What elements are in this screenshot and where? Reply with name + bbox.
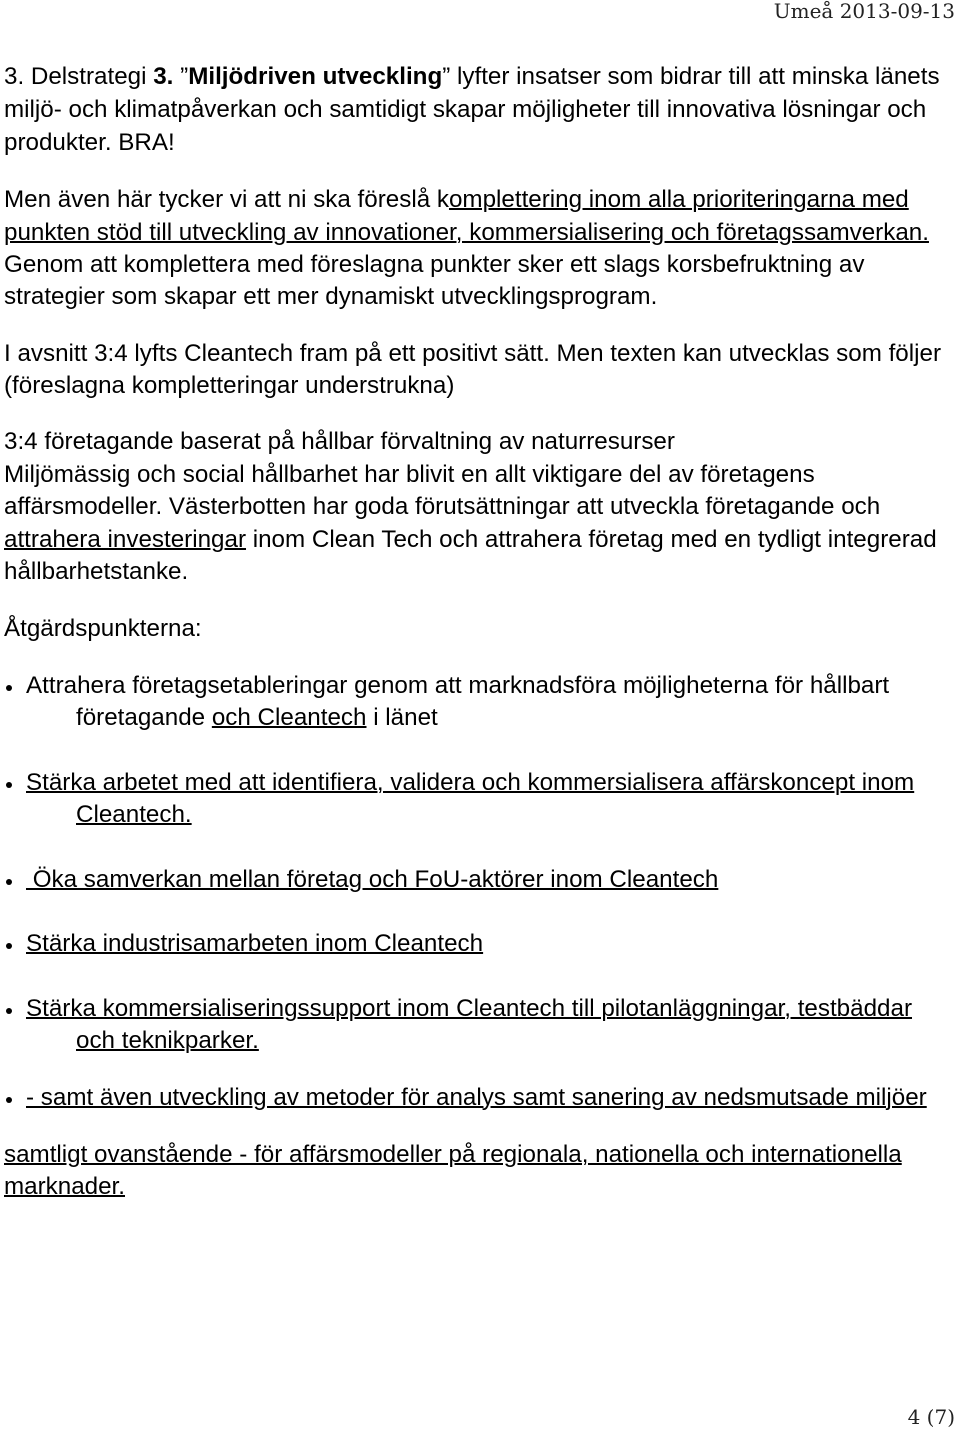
- intro-line: [4, 127, 175, 160]
- action-item-text: Attrahera företagsetableringar genom att marknadsföra möjligheterna för hållbart: [26, 672, 890, 699]
- action-item-line: [26, 993, 912, 1026]
- action-item-line: [76, 1025, 259, 1058]
- cleantech-note-text: I avsnitt 3:4 lyfts Cleantech fram på ett positivt sätt. Men texten kan utvecklas som följer: [4, 340, 942, 367]
- section-text: inom Clean Tech och attrahera företag med en tydligt integrerad: [246, 526, 937, 553]
- bullet-icon: [6, 943, 12, 949]
- action-item-text: i länet: [366, 704, 438, 731]
- closing-underlined-text: marknader.: [4, 1173, 125, 1200]
- proposal-text: Men även här tycker vi att ni ska föreslå k: [4, 186, 449, 213]
- page-number: 4 (7): [907, 1405, 955, 1429]
- bullet-icon: [6, 782, 12, 788]
- action-item-line: [26, 767, 914, 800]
- intro-line: [4, 61, 940, 94]
- proposal-underlined-text: punkten stöd till utveckling av innovationer, kommersialisering och företagssamverkan.: [4, 219, 929, 246]
- intro-line-rest: ” lyfter insatser som bidrar till att minska länets: [442, 63, 940, 90]
- bullet-icon: [6, 879, 12, 885]
- section-text: affärsmodeller. Västerbotten har goda förutsättningar att utveckla företagande och: [4, 493, 881, 520]
- action-item-line: [26, 670, 889, 703]
- intro-lead-text: 3. Delstrategi: [4, 63, 154, 90]
- action-item-underlined-text: och Cleantech: [211, 704, 367, 731]
- proposal-line: [4, 281, 657, 314]
- action-points-heading: Åtgärdspunkterna:: [4, 615, 202, 642]
- section-line: [4, 524, 937, 557]
- proposal-line: [4, 249, 864, 282]
- section-line: [4, 556, 188, 589]
- action-item-line: [26, 1082, 927, 1115]
- strategy-title: Miljödriven utveckling: [188, 63, 443, 90]
- action-item-line: [76, 799, 192, 832]
- proposal-underlined-text: omplettering inom alla prioriteringarna med: [448, 186, 909, 213]
- bullet-icon: [6, 1097, 12, 1103]
- section-heading: 3:4 företagande baserat på hållbar förvaltning av naturresurser: [4, 428, 675, 455]
- intro-text: produkter. BRA!: [4, 129, 175, 156]
- action-item-line: [76, 702, 438, 735]
- bullet-icon: [6, 685, 12, 691]
- proposal-text: strategier som skapar ett mer dynamiskt utvecklingsprogram.: [4, 283, 658, 310]
- action-item-underlined-text: Stärka industrisamarbeten inom Cleantech: [26, 930, 484, 957]
- section-text: Miljömässig och social hållbarhet har blivit en allt viktigare del av företagens: [4, 461, 815, 488]
- closing-line: [4, 1171, 125, 1204]
- action-item-line: [26, 928, 483, 961]
- proposal-text: Genom att komplettera med föreslagna punkter sker ett slags korsbefruktning av: [4, 251, 865, 278]
- header-date: Umeå 2013-09-13: [773, 0, 955, 23]
- proposal-line: [4, 217, 929, 250]
- open-quote: ”: [173, 63, 189, 90]
- cleantech-note-text: (föreslagna kompletteringar understrukna): [4, 372, 455, 399]
- intro-text: miljö- och klimatpåverkan och samtidigt skapar möjligheter till innovativa lösningar och: [4, 96, 927, 123]
- section-underlined-text: attrahera investeringar: [4, 526, 247, 553]
- cleantech-note-line: [4, 338, 941, 371]
- section-line: [4, 491, 880, 524]
- closing-underlined-text: samtligt ovanstående - för affärsmodeller på regionala, nationella och internationella: [4, 1141, 902, 1168]
- closing-line: [4, 1139, 902, 1172]
- action-item-underlined-text: Stärka arbetet med att identifiera, validera och kommersialisera affärskoncept inom: [26, 769, 915, 796]
- action-item-underlined-text: Cleantech.: [76, 801, 192, 828]
- action-item-text: företagande: [76, 704, 212, 731]
- cleantech-note-line: [4, 370, 454, 403]
- action-item-underlined-text: och teknikparker.: [76, 1027, 259, 1054]
- intro-line: [4, 94, 926, 127]
- section-line: [4, 459, 815, 492]
- action-item-underlined-text: - samt även utveckling av metoder för analys samt sanering av nedsmutsade miljöer: [26, 1084, 927, 1111]
- proposal-line: [4, 184, 909, 217]
- action-item-line: [26, 864, 718, 897]
- section-text: hållbarhetstanke.: [4, 558, 189, 585]
- action-item-underlined-text: Stärka kommersialiseringssupport inom Cleantech till pilotanläggningar, testbäddar: [26, 995, 912, 1022]
- strategy-number: 3.: [153, 63, 174, 90]
- bullet-icon: [6, 1008, 12, 1014]
- action-item-underlined-text: Öka samverkan mellan företag och FoU-aktörer inom Cleantech: [26, 866, 719, 893]
